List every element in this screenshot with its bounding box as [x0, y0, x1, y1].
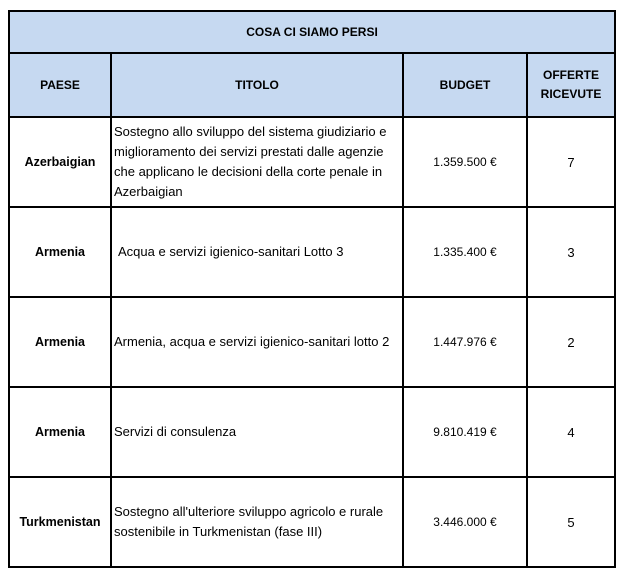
header-titolo: TITOLO — [111, 53, 403, 117]
table-row — [9, 387, 615, 477]
missed-tenders-table — [8, 10, 616, 568]
cell-paese: Turkmenistan — [9, 477, 111, 567]
cell-offerte: 3 — [527, 207, 615, 297]
cell-budget: 1.447.976 € — [403, 297, 527, 387]
cell-titolo: Sostegno all'ulteriore sviluppo agricolo e rurale sostenibile in Turkmenistan (fase III) — [111, 477, 403, 567]
table-row — [9, 477, 615, 567]
table-row — [9, 297, 615, 387]
cell-paese: Armenia — [9, 387, 111, 477]
cell-titolo: Servizi di consulenza — [111, 387, 403, 477]
cell-titolo: Acqua e servizi igienico-sanitari Lotto 3 — [111, 207, 403, 297]
cell-offerte: 5 — [527, 477, 615, 567]
table-row — [9, 117, 615, 207]
cell-paese: Azerbaigian — [9, 117, 111, 207]
cell-titolo: Armenia, acqua e servizi igienico-sanitari lotto 2 — [111, 297, 403, 387]
header-budget: BUDGET — [403, 53, 527, 117]
cell-titolo: Sostegno allo sviluppo del sistema giudiziario e miglioramento dei servizi prestati dalle agenzie che applicano le decisioni della corte penale in Azerbaigian — [111, 117, 403, 207]
cell-budget: 9.810.419 € — [403, 387, 527, 477]
cell-offerte: 2 — [527, 297, 615, 387]
table-row — [9, 207, 615, 297]
cell-paese: Armenia — [9, 207, 111, 297]
cell-paese: Armenia — [9, 297, 111, 387]
cell-offerte: 4 — [527, 387, 615, 477]
header-paese: PAESE — [9, 53, 111, 117]
table-title: COSA CI SIAMO PERSI — [9, 11, 615, 53]
cell-budget: 3.446.000 € — [403, 477, 527, 567]
cell-budget: 1.359.500 € — [403, 117, 527, 207]
header-offerte: OFFERTE RICEVUTE — [527, 53, 615, 117]
cell-budget: 1.335.400 € — [403, 207, 527, 297]
cell-offerte: 7 — [527, 117, 615, 207]
